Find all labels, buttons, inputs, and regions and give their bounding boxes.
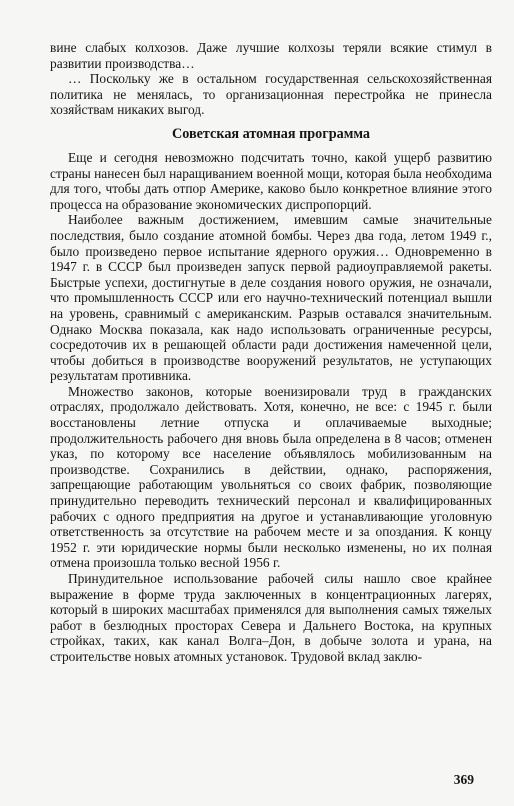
paragraph-labor-laws: Множество законов, которые военизировали труд в гражданских отраслях, продолжало действовать. Хотя, конечно, не все: с 1945 г. были восстановлены летние отпуска и оплачиваемые выходные; продолжительность рабочего дня вновь была определена в 8 часов; отменен указ, по которому все население объявлялось мобилизованным на производстве. Сохранились в действии, однако, распоряжения, запрещающие работающим увольняться со своих фабрик, позволяющие принудительно переводить технический персонал и квалифицированных рабочих с одного предприятия на другое и устанавливающие уголовную ответственность за отсутствие на рабочем месте и за опоздания. К концу 1952 г. эти юридические нормы были несколько изменены, но их полная отмена произошла только весной 1956 г. bbox=[50, 383, 492, 571]
section-heading: Советская атомная программа bbox=[171, 125, 371, 142]
paragraph-damage: Еще и сегодня невозможно подсчитать точно, какой ущерб развитию страны нанесен был наращиванием военной мощи, которая была необходима для того, чтобы дать отпор Америке, каково было конкретное влияние этого процесса на образование экономических диспропорций. bbox=[50, 149, 492, 212]
paragraph-ellipsis-quote: … Поскольку же в остальном государственная сельскохозяйственная политика не менялась, то организационная перестройка не принесла хозяйствам никаких выгод. bbox=[50, 71, 492, 118]
paragraph-atomic-bomb: Наиболее важным достижением, имевшим самые значительные последствия, было создание атомной бомбы. Через два года, летом 1949 г., было произведено первое испытание ядерного оружия… Одновременно в 1947 г. в СССР был произведен запуск первой радиоуправляемой ракеты. Быстрые успехи, достигнутые в деле создания нового оружия, не означали, что промышленность СССР или его научно-технический потенциал вышли на уровень, сравнимый с американским. Разрыв оставался значительным. Однако Москва показала, как надо использовать ограниченные ресурсы, сосредоточив их в решающей области ради достижения намеченной цели, чтобы добиться в производстве вооружений результатов, не уступающих результатам противника. bbox=[50, 212, 492, 384]
paragraph-forced-labor: Принудительное использование рабочей силы нашло свое крайнее выражение в форме труда заключенных в концентрационных лагерях, который в широких масштабах применялся для выполнения самых тяжелых работ в безлюдных просторах Севера и Дальнего Востока, на крупных стройках, таких, как канал Волга–Дон, в добыче золота и урана, на строительстве новых атомных установок. Трудовой вклад заклю- bbox=[50, 571, 492, 664]
page-number: 369 bbox=[453, 772, 474, 787]
paragraph-continuation: вине слабых колхозов. Даже лучшие колхозы теряли всякие стимул в развитии производства… bbox=[50, 40, 492, 71]
text-column bbox=[50, 40, 492, 665]
